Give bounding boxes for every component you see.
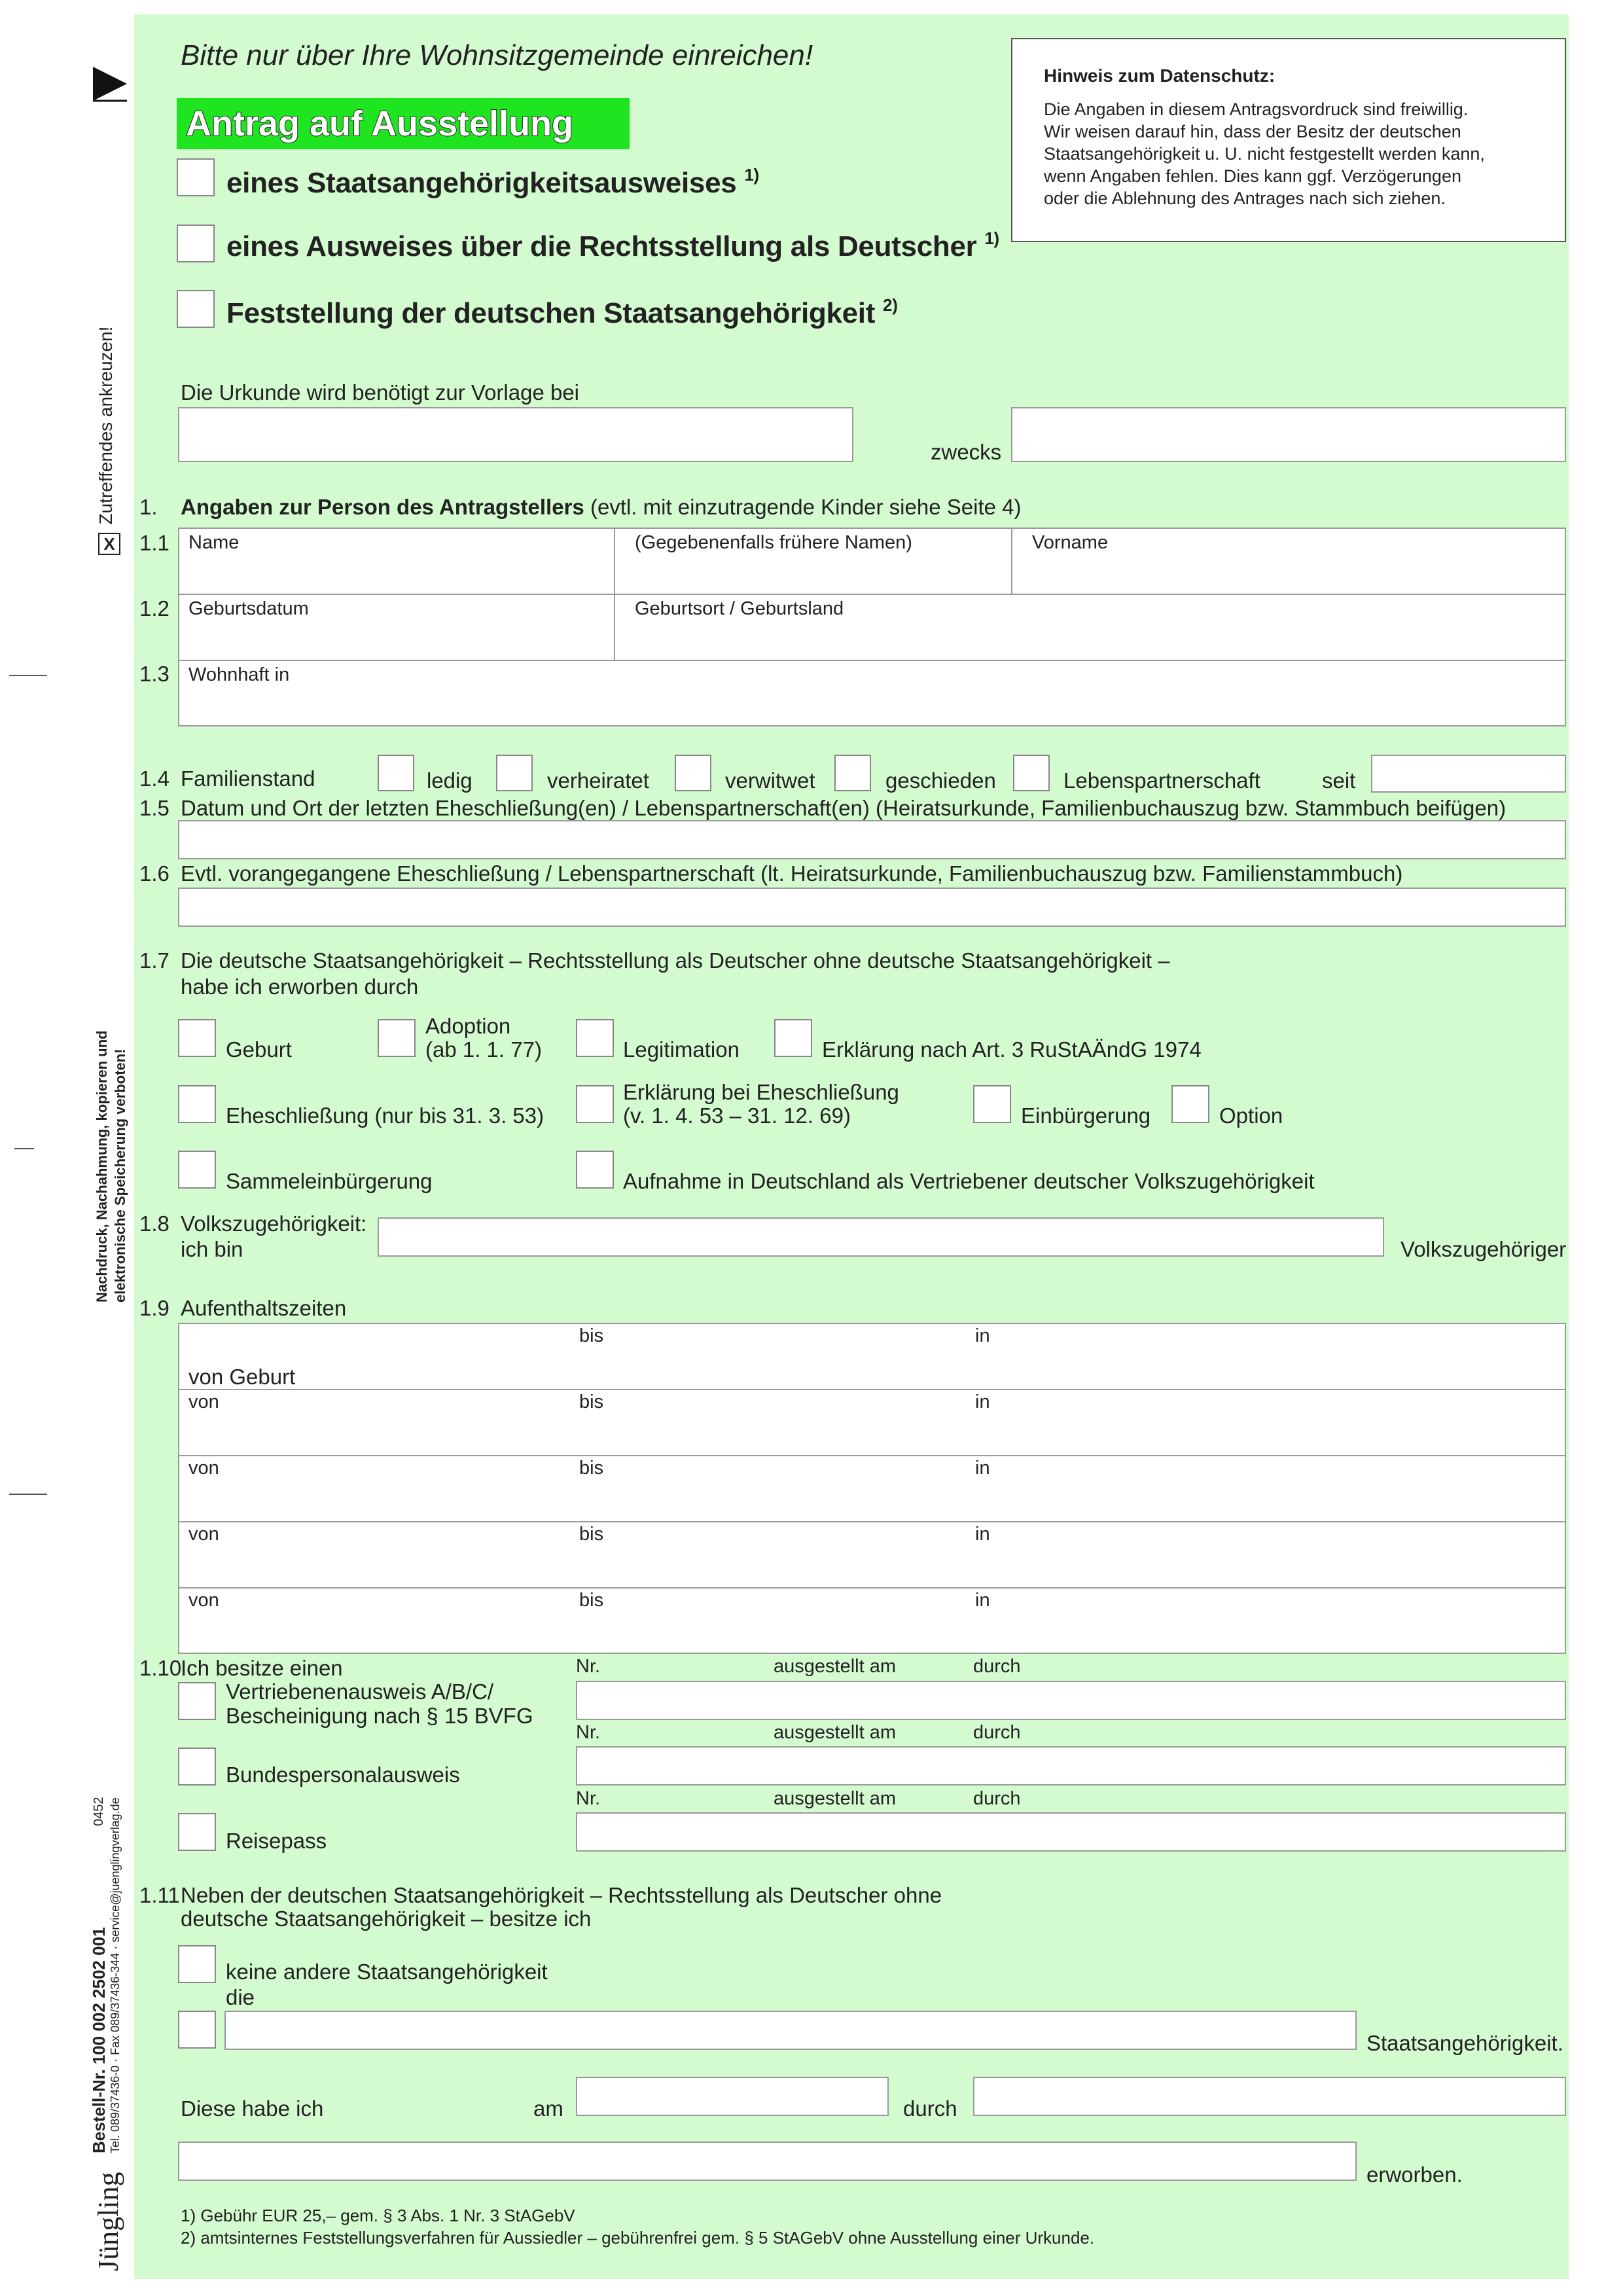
checkbox-rechtsstellung-deutscher[interactable]: [177, 224, 215, 262]
volkszugehoeriger-label: Volkszugehöriger: [1400, 1237, 1567, 1261]
submission-instruction: Bitte nur über Ihre Wohnsitzgemeinde einreichen!: [181, 39, 813, 71]
fold-mark: [9, 675, 47, 676]
diese-habe-ich-label: Diese habe ich: [181, 2096, 324, 2121]
checkbox-lebenspartnerschaft[interactable]: [1013, 755, 1050, 791]
aufenthalt-row-input[interactable]: [179, 1390, 1565, 1454]
checkbox-ledig[interactable]: [378, 755, 414, 791]
checkbox-option[interactable]: [1171, 1085, 1209, 1123]
q-1-7-line-1: Die deutsche Staatsangehörigkeit – Rechtsstellung als Deutscher ohne deutsche Staatsangehörigkeit –: [181, 948, 1170, 973]
erworben-am-input[interactable]: [576, 2077, 889, 2116]
q-1-8-number: 1.8: [139, 1211, 169, 1236]
von-label: von: [188, 1458, 219, 1479]
vorname-input[interactable]: [1012, 556, 1565, 593]
q-1-1-number: 1.1: [139, 531, 169, 555]
order-number: Bestell-Nr. 100 002 2502 001: [89, 1927, 109, 2153]
eheschliessung-label: Eheschließung (nur bis 31. 3. 53): [226, 1103, 544, 1128]
aufenthalt-row-input[interactable]: [179, 1456, 1565, 1520]
vertriebenenausweis-label-2: Bescheinigung nach § 15 BVFG: [226, 1704, 533, 1728]
in-label: in: [975, 1590, 990, 1611]
privacy-line: wenn Angaben fehlen. Dies kann ggf. Verzögerungen: [1044, 166, 1461, 186]
former-names-input[interactable]: [615, 556, 1010, 593]
verwitwet-label: verwitwet: [725, 768, 815, 793]
ankreuzen-label: Zutreffendes ankreuzen!: [96, 326, 116, 525]
geburtsort-label: Geburtsort / Geburtsland: [635, 598, 844, 619]
lebenspartnerschaft-label: Lebenspartnerschaft: [1063, 768, 1260, 793]
copyright-line-2: elektronische Speicherung verboten!: [112, 1049, 128, 1302]
checkbox-verwitwet[interactable]: [675, 755, 711, 791]
bis-label: bis: [579, 1325, 604, 1346]
q-1-10-number: 1.10: [139, 1656, 182, 1680]
vorname-label: Vorname: [1032, 532, 1109, 553]
geburtsdatum-input[interactable]: [179, 622, 613, 658]
durch-label: durch: [903, 2096, 957, 2121]
privacy-line: Wir weisen darauf hin, dass der Besitz der deutschen: [1044, 122, 1461, 141]
privacy-notice: [1011, 38, 1566, 242]
checkbox-eheschliessung[interactable]: [178, 1085, 216, 1123]
footnote-2: 2) amtsinternes Feststellungsverfahren für Aussiedler – gebührenfrei gem. § 5 StAGebV ohne Ausstellung einer Urkunde.: [181, 2228, 1095, 2248]
checkbox-legitimation[interactable]: [576, 1019, 614, 1057]
wohnhaft-input[interactable]: [179, 687, 1565, 725]
q-1-6-number: 1.6: [139, 861, 169, 886]
ich-bin-label: ich bin: [181, 1237, 243, 1261]
name-field-label: Name: [188, 532, 240, 553]
checkbox-bundespersonalausweis[interactable]: [178, 1748, 216, 1785]
ausgestellt-label: ausgestellt am: [774, 1722, 896, 1743]
q-1-5-label: Datum und Ort der letzten Eheschließung(en) / Lebenspartnerschaft(en) (Heiratsurkunde, Familienbuchauszug bzw. Stammbuch beifügen): [181, 796, 1507, 820]
q-1-4-number: 1.4: [139, 766, 169, 791]
staatsangehoerigkeit-suffix: Staatsangehörigkeit.: [1366, 2031, 1563, 2055]
publisher-contact: Tel. 089/37436-0 · Fax 089/37436-344 · service@juenglingverlag.de: [109, 1797, 122, 2153]
aufnahme-label: Aufnahme in Deutschland als Vertriebener deutscher Volkszugehörigkeit: [623, 1169, 1315, 1193]
seit-label: seit: [1322, 768, 1356, 793]
checkbox-geschieden[interactable]: [834, 755, 871, 791]
ich-besitze-label: Ich besitze einen: [181, 1656, 343, 1680]
vorangegangene-ehe-input[interactable]: [178, 888, 1566, 927]
q-1-5-number: 1.5: [139, 796, 169, 820]
checkbox-reisepass[interactable]: [178, 1813, 216, 1851]
option-feststellung: Feststellung der deutschen Staatsangehörigkeit $^{2)}$: [226, 295, 898, 329]
footnote-1: 1) Gebühr EUR 25,– gem. § 3 Abs. 1 Nr. 3 StAGebV: [181, 2206, 575, 2225]
geschieden-label: geschieden: [885, 768, 996, 793]
erklaerung-eheschliessung-label-2: (v. 1. 4. 53 – 31. 12. 69): [623, 1103, 851, 1128]
sammeleinbuergerung-label: Sammeleinbürgerung: [226, 1169, 433, 1193]
geburt-label: Geburt: [226, 1037, 292, 1062]
bis-label: bis: [579, 1458, 604, 1479]
section-title: Angaben zur Person des Antragstellers (evtl. mit einzutragende Kinder siehe Seite 4): [181, 495, 1022, 519]
einbuergerung-label: Einbürgerung: [1021, 1103, 1151, 1128]
durch-label: durch: [973, 1788, 1021, 1809]
checkbox-aufnahme[interactable]: [576, 1151, 614, 1189]
eheschliessung-input[interactable]: [178, 820, 1566, 859]
checkbox-einbuergerung[interactable]: [973, 1085, 1011, 1123]
checkbox-vertriebenenausweis[interactable]: [178, 1682, 216, 1720]
durch-label: durch: [973, 1722, 1021, 1743]
aufenthalt-row-input[interactable]: [179, 1324, 1565, 1388]
q-1-11-number: 1.11: [139, 1883, 180, 1907]
vertriebenenausweis-label-1: Vertriebenenausweis A/B/C/: [226, 1679, 494, 1704]
erworben-suffix: erworben.: [1366, 2162, 1463, 2187]
q-1-3-number: 1.3: [139, 662, 169, 686]
name-input[interactable]: [179, 556, 613, 593]
checkbox-erklaerung-art3[interactable]: [774, 1019, 812, 1057]
geburtsort-input[interactable]: [615, 622, 1565, 658]
vertriebenenausweis-input[interactable]: [576, 1681, 1566, 1720]
reisepass-input[interactable]: [576, 1812, 1566, 1852]
q-1-7-number: 1.7: [139, 948, 169, 973]
section-number: 1.: [139, 495, 158, 519]
erklaerung-art3-label: Erklärung nach Art. 3 RuStAÄndG 1974: [822, 1037, 1202, 1062]
checkbox-erklaerung-eheschliessung[interactable]: [576, 1085, 614, 1123]
checkbox-keine-andere[interactable]: [178, 1945, 216, 1983]
bis-label: bis: [579, 1391, 604, 1412]
von-label: von: [188, 1524, 219, 1545]
checkbox-sammeleinbuergerung[interactable]: [178, 1151, 216, 1189]
in-label: in: [975, 1391, 990, 1412]
form-code: 0452: [92, 1797, 106, 1826]
option-staatsangehoerigkeitsausweis: eines Staatsangehörigkeitsausweises $^{1)}$: [226, 165, 759, 199]
in-label: in: [975, 1325, 990, 1346]
aufenthalt-row-input[interactable]: [179, 1522, 1565, 1587]
in-label: in: [975, 1524, 990, 1545]
erklaerung-eheschliessung-label-1: Erklärung bei Eheschließung: [623, 1080, 899, 1104]
checkbox-feststellung[interactable]: [177, 290, 215, 328]
in-label: in: [975, 1458, 990, 1479]
volkszugehoerigkeit-input[interactable]: [378, 1217, 1384, 1257]
bundespersonalausweis-label: Bundespersonalausweis: [226, 1763, 460, 1787]
von-label: von: [188, 1391, 219, 1412]
aufenthalt-row-input[interactable]: [179, 1588, 1565, 1653]
fold-mark: [9, 1494, 47, 1495]
table-divider: [178, 594, 1566, 595]
table-divider: [178, 660, 1566, 661]
option-rechtsstellung-deutscher: eines Ausweises über die Rechtsstellung als Deutscher $^{1)}$: [226, 228, 999, 262]
ledig-label: ledig: [427, 768, 473, 793]
q-1-9-number: 1.9: [139, 1296, 169, 1320]
ankreuzen-note: [97, 327, 120, 555]
purpose-label: Die Urkunde wird benötigt zur Vorlage bei: [181, 380, 580, 404]
ausgestellt-label: ausgestellt am: [774, 1656, 896, 1677]
familienstand-label: Familienstand: [181, 766, 315, 791]
checkbox-verheiratet[interactable]: [496, 755, 533, 791]
adoption-label-1: Adoption: [425, 1014, 511, 1038]
q-1-11-line-1: Neben der deutschen Staatsangehörigkeit – Rechtsstellung als Deutscher ohne: [181, 1883, 942, 1907]
privacy-heading: Hinweis zum Datenschutz:: [1044, 65, 1275, 86]
am-label: am: [533, 2096, 563, 2121]
q-1-2-number: 1.2: [139, 596, 169, 620]
arrow-marker-icon: [92, 65, 128, 105]
nr-label: Nr.: [576, 1656, 601, 1677]
erworben-details-input[interactable]: [178, 2142, 1357, 2181]
form-background: [134, 14, 1569, 2279]
keine-andere-label: keine andere Staatsangehörigkeit: [226, 1960, 548, 1984]
bis-label: bis: [579, 1524, 604, 1545]
verheiratet-label: verheiratet: [547, 768, 649, 793]
punch-mark: [14, 1148, 34, 1149]
form-title-text: Antrag auf Ausstellung: [186, 104, 574, 143]
andere-staatsangehoerigkeit-input[interactable]: [224, 2011, 1357, 2050]
nr-label: Nr.: [576, 1788, 601, 1809]
wohnhaft-label: Wohnhaft in: [188, 664, 290, 685]
von-geburt-label: von Geburt: [188, 1365, 296, 1389]
seit-input[interactable]: [1371, 755, 1566, 793]
privacy-line: Staatsangehörigkeit u. U. nicht festgestellt werden kann,: [1044, 144, 1485, 164]
zwecks-label: zwecks: [931, 440, 1002, 464]
q-1-6-label: Evtl. vorangegangene Eheschließung / Lebenspartnerschaft (lt. Heiratsurkunde, Familienbuchauszug bzw. Familienstammbuch): [181, 861, 1403, 886]
checkbox-andere-staatsangehoerigkeit[interactable]: [178, 2011, 216, 2049]
bis-label: bis: [579, 1590, 604, 1611]
q-1-11-line-2: deutsche Staatsangehörigkeit – besitze ich: [181, 1907, 592, 1931]
copyright-line-1: Nachdruck, Nachahmung, kopieren und: [94, 1030, 110, 1302]
checkbox-geburt[interactable]: [178, 1019, 216, 1057]
erworben-durch-input[interactable]: [973, 2077, 1566, 2116]
von-label: von: [188, 1590, 219, 1611]
check-mark-icon: X: [98, 533, 120, 555]
legitimation-label: Legitimation: [623, 1037, 740, 1062]
die-label: die: [226, 1985, 255, 2009]
copyright-note: [93, 1030, 130, 1302]
option-label: Option: [1219, 1103, 1283, 1128]
volkszugehoerigkeit-label: Volkszugehörigkeit:: [181, 1211, 367, 1236]
geburtsdatum-label: Geburtsdatum: [188, 598, 309, 619]
privacy-line: Die Angaben in diesem Antragsvordruck sind freiwillig.: [1044, 99, 1469, 119]
publisher-logo: Jüngling: [92, 2172, 124, 2271]
checkbox-staatsangehoerigkeitsausweis[interactable]: [177, 158, 215, 196]
form-title: [177, 98, 630, 149]
bundespersonalausweis-input[interactable]: [576, 1746, 1566, 1785]
q-1-7-line-2: habe ich erworben durch: [181, 975, 419, 999]
durch-label: durch: [973, 1656, 1021, 1677]
aufenthaltszeiten-label: Aufenthaltszeiten: [181, 1296, 347, 1320]
privacy-line: oder die Ablehnung des Antrages nach sich ziehen.: [1044, 188, 1446, 208]
zwecks-input[interactable]: [1011, 407, 1566, 462]
vorlage-bei-input[interactable]: [178, 407, 853, 462]
reisepass-label: Reisepass: [226, 1829, 327, 1853]
nr-label: Nr.: [576, 1722, 601, 1743]
adoption-label-2: (ab 1. 1. 77): [425, 1037, 542, 1062]
ausgestellt-label: ausgestellt am: [774, 1788, 896, 1809]
checkbox-adoption[interactable]: [378, 1019, 416, 1057]
former-names-label: (Gegebenenfalls frühere Namen): [635, 532, 912, 553]
